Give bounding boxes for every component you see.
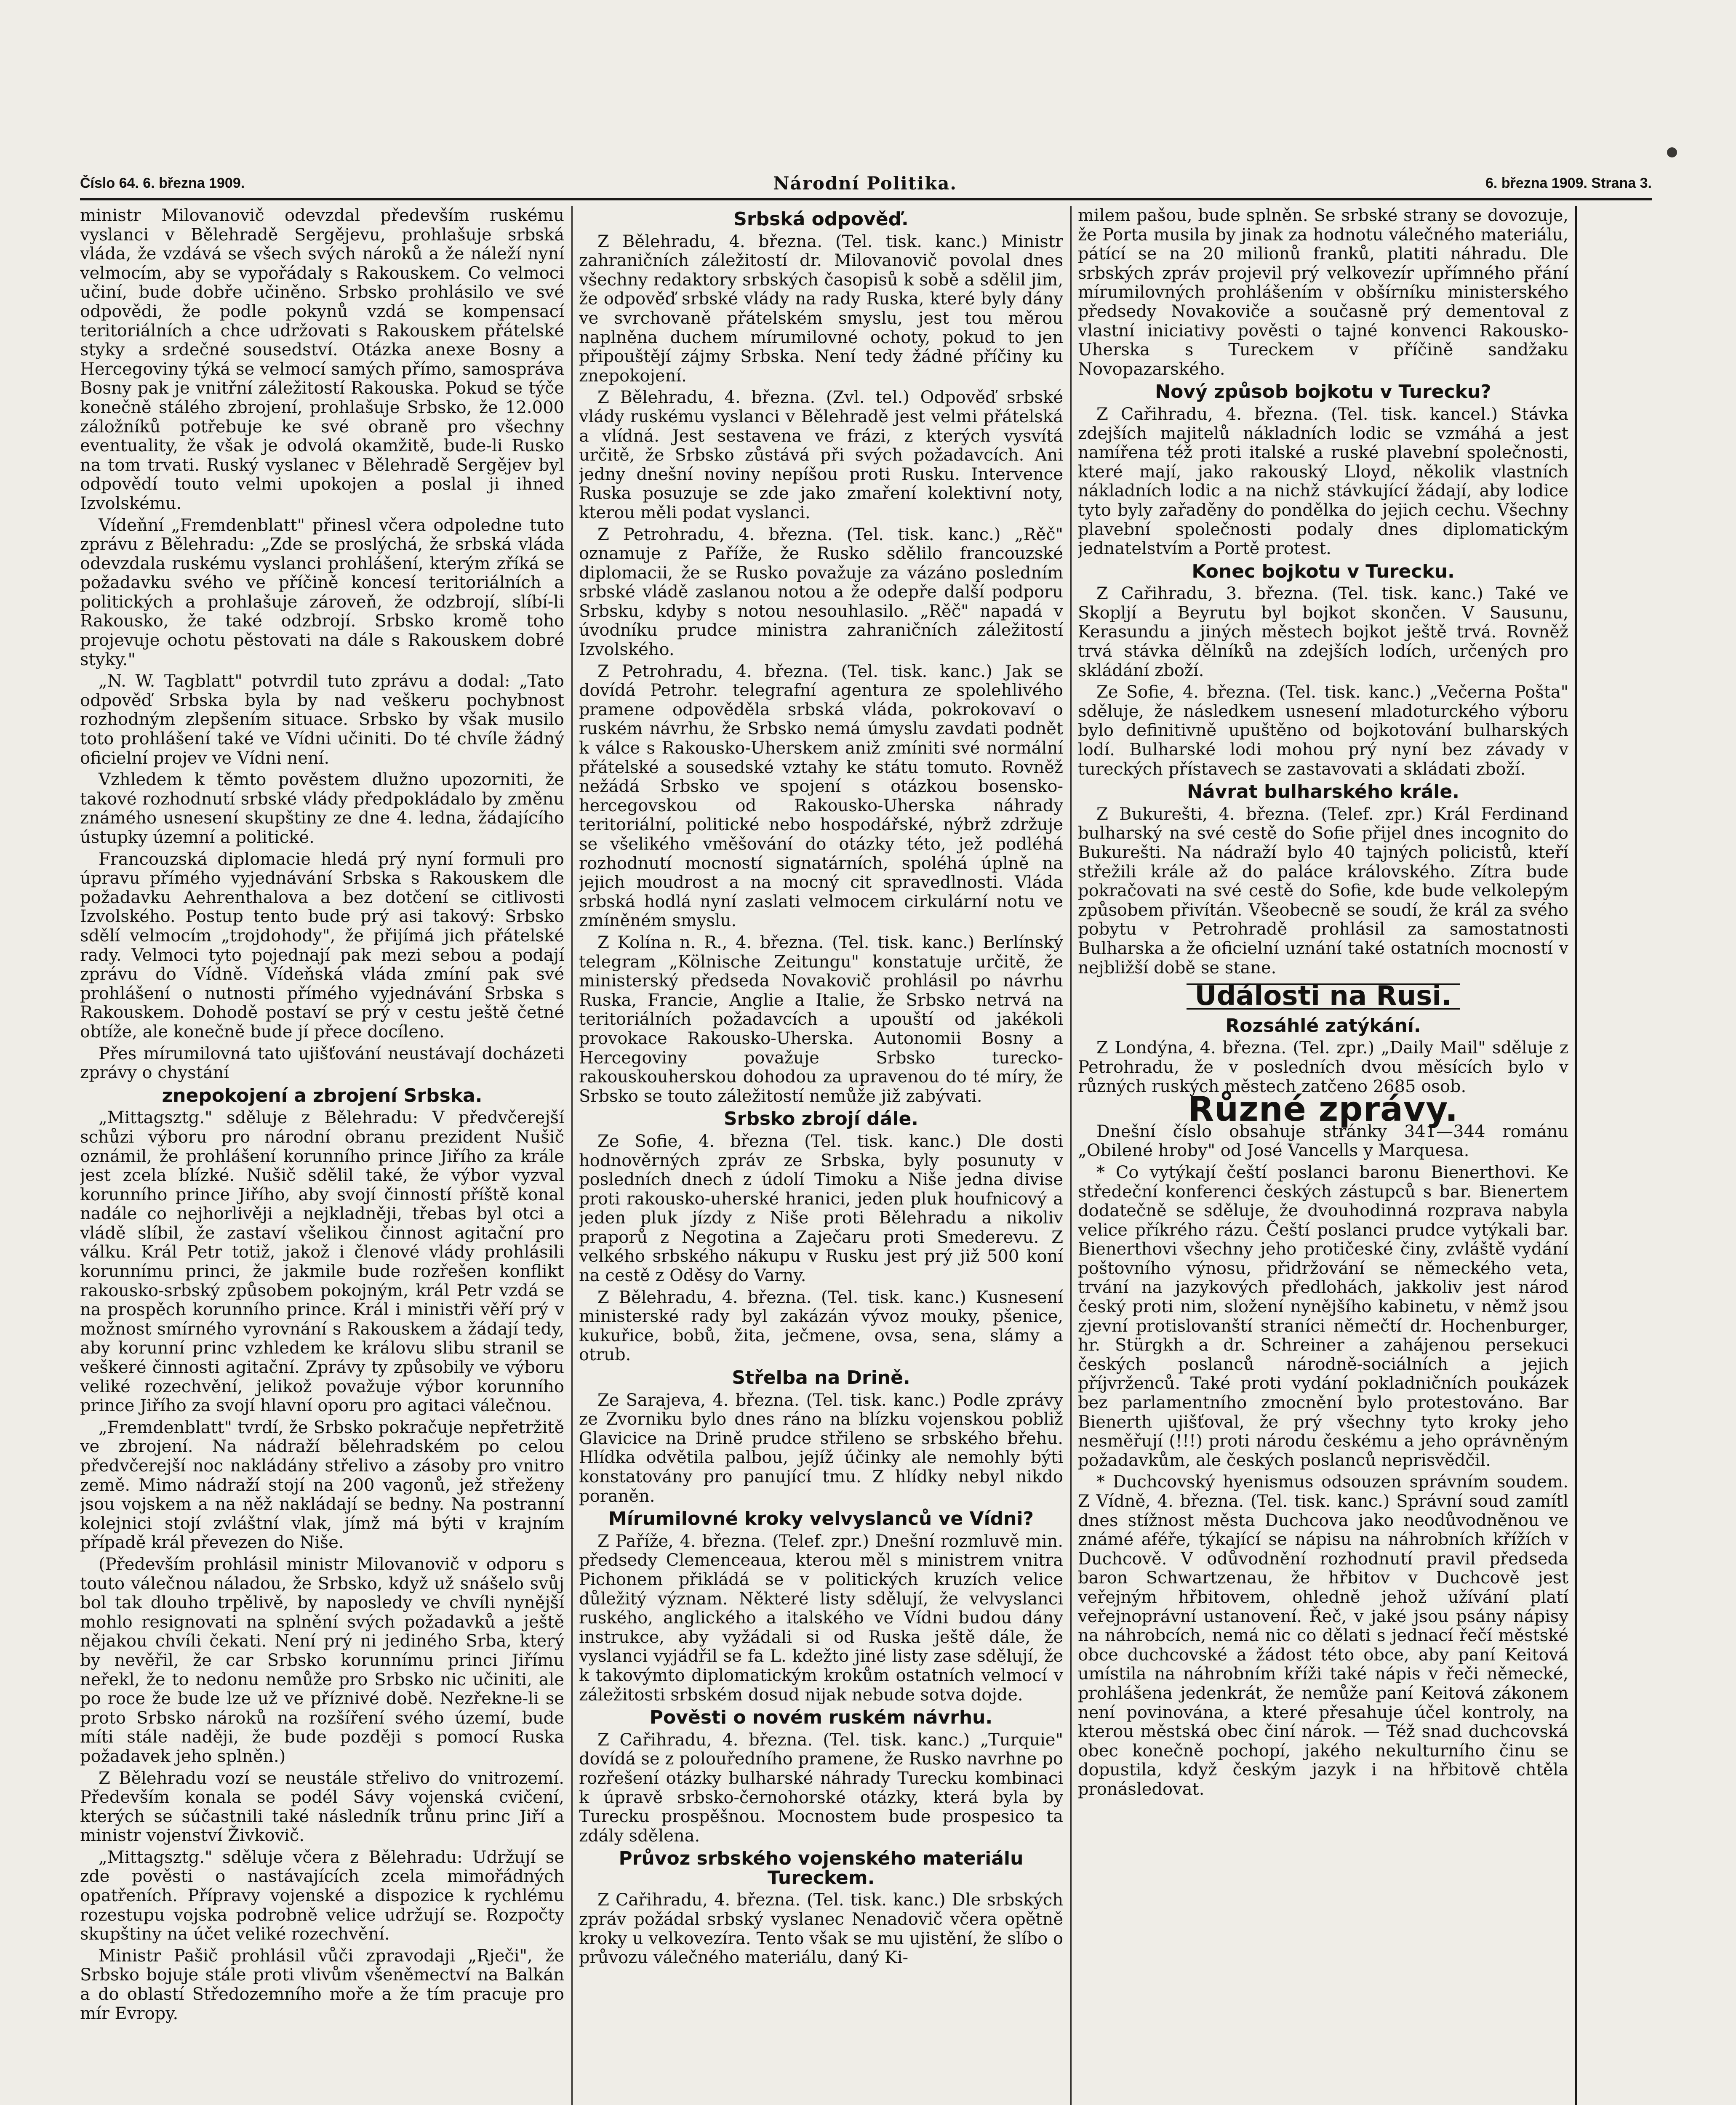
article-paragraph: Z Cařihradu, 4. března. (Tel. tisk. kanc.) Dle srbských zpráv požádal srbský vyslanec Nenadovič včera opětně kroky u velkovezíra. Tento však se mu ujistění, že slíbo o průvozu válečného materiálu, daný Ki- (579, 1890, 1063, 1968)
article-paragraph: Z Kolína n. R., 4. března. (Tel. tisk. kanc.) Berlínský telegram „Kölnische Zeitungu" konstatuje určitě, že ministerský předseda Novakovič prohlásil po návrhu Ruska, Francie, Anglie a Italie, že Srbsko netrvá na teritoriálních požadavcích a upouští od jakékoli provokace Rakousko-Uherska. Autonomii Bosny a Hercegoviny považuje Srbsko turecko-rakouskouherskou dohodou za upravenou do té míry, že Srbsko se touto záležitostí nemůže již zabývati. (579, 933, 1063, 1106)
article-paragraph: Ze Sarajeva, 4. března. (Tel. tisk. kanc.) Podle zprávy ze Zvorniku bylo dnes ráno na blízku vojenskou pobliž Glavicice na Drině prudce střileno se srbského břehu. Hlídka odvětila palbou, jejíž účinky ale nemohly býti konstatovány pro panující tmu. Z hlídky nebyl nikdo poraněn. (579, 1390, 1063, 1506)
masthead: Národní Politika. (773, 173, 957, 194)
article-paragraph: Dnešní číslo obsahuje stránky 341—344 románu „Obilené hroby" od José Vancells y Marquesa. (1078, 1122, 1568, 1161)
section-heading: Srbská odpověď. (733, 208, 909, 230)
article-paragraph: Ministr Pašič prohlásil vůči zpravodaji „Rječi", že Srbsko bojuje stále proti vlivům všeněmectví na Balkán a do oblastí Středozemního moře a že tím pracuje pro mír Evropy. (80, 1946, 564, 2023)
section-heading: Srbsko zbrojí dále. (723, 1108, 919, 1130)
section-subheading: Rozsáhlé zatýkání. (1225, 1015, 1421, 1037)
article-paragraph: Z Bělehradu, 4. března. (Tel. tisk. kanc.) Kusnesení ministerské rady byl zakázán vývoz mouky, pšenice, kukuřice, bobů, žita, ječmene, ovsa, sena, slámy a otrub. (579, 1287, 1063, 1365)
column-divider-2 (1070, 206, 1072, 2105)
article-paragraph: „N. W. Tagblatt" potvrdil tuto zprávu a dodal: „Tato odpověď Srbska byla by nad veškeru pochybnost rozhodným zlepšením situace. Srbsko by však musilo toto prohlášení také ve Vídni učiniti. Do té chvíle žádný oficielní projev ve Vídni není. (80, 671, 564, 768)
article-paragraph: „Fremdenblatt" tvrdí, že Srbsko pokračuje nepřetržitě ve zbrojení. Na nádraží bělehradském po celou předvčerejší noc nakládány střelivo a zásoby pro vnitro země. Mimo nádraží stojí na 200 vagonů, jež střeženy jsou vojskem a na něž nakládají se bedny. Na postranní kolejnici stojí zvláštní vlak, jímž má býti v krajním případě král převezen do Niše. (80, 1418, 564, 1553)
section-heading: Průvoz srbského vojenského materiálu Tureckem. (619, 1848, 1024, 1889)
article-paragraph: Z Cařihradu, 4. března. (Tel. tisk. kanc.) „Turquie" dovídá se z polouředního pramene, že Rusko navrhne po rozřešení otázky bulharské náhrady Turecku kombinaci k úpravě srbsko-černohorské otázky, která byla by Turecku prospěšnou. Mocnostem bude prospesico ta zdály sdělena. (579, 1730, 1063, 1846)
article-paragraph: (Především prohlásil ministr Milovanovič v odporu s touto válečnou náladou, že Srbsko, když už snášelo svůj bol tak dlouho trpělivě, by naposledy ve chvíli nynější mohlo resignovati na splnění svých požadavků a ještě nějakou chvíli čekati. Není prý ni jediného Srba, který by nevěřil, že car Srbsko korunnímu princi Jiřímu neřekl, že to nedonu nemůže pro Srbsko nic učiniti, ale po roce že bude lze už ve příznivé době. Nezřekne-li se proto Srbsko nároků na rozšíření svého území, bude míti stále naději, že bude později s pomocí Ruska požadavek jeho splněn.) (80, 1554, 564, 1766)
section-heading: Události na Rusi. (1187, 983, 1460, 1010)
article-paragraph: Z Bělehradu, 4. března. (Zvl. tel.) Odpověď srbské vlády ruskému vyslanci v Bělehradě jest velmi přátelská a vlídná. Jest sestavena ve frázi, z kterých vysvítá určitě, že Srbsko zůstává při svých požadavcích. Ani jedny dnešní noviny nepíšou proti Rusku. Intervence Ruska posuzuje se zde jako zmaření kolektivní noty, kterou měli podat vyslanci. (579, 388, 1063, 522)
column-3 (1078, 206, 1568, 2105)
article-paragraph: Z Bukurešti, 4. března. (Telef. zpr.) Král Ferdinand bulharský na své cestě do Sofie přijel dnes incognito do Bukurešti. Na nádraží bylo 40 tajných policistů, kteří střežili krále až do paláce královského. Zítra bude pokračovati na své cestě do Sofie, kde bude velkolepým způsobem přivítán. Všeobecně se soudí, že král za svého pobytu v Petrohradě prohlásil za samostatnosti Bulharska a že oficielní uznání také ostatních mocností v nejbližší době se stane. (1078, 804, 1568, 978)
article-paragraph: Vzhledem k těmto pověstem dlužno upozorniti, že takové rozhodnutí srbské vlády předpokládalo by změnu známého usnesení skupštiny ze dne 4. ledna, žádajícího ústupky územní a politické. (80, 770, 564, 847)
column-divider-1 (571, 206, 573, 2105)
section-heading: Mírumilovné kroky velvyslanců ve Vídni? (608, 1508, 1034, 1530)
article-paragraph: Z Bělehradu vozí se neustále střelivo do vnitrozemí. Především konala se podél Sávy vojenská cvičení, kterých se súčastnili také následník trůnu princ Jiří a ministr vojenství Živkovič. (80, 1768, 564, 1846)
article-paragraph: Ze Sofie, 4. března. (Tel. tisk. kanc.) „Večerna Pošta" sděluje, že následkem usnesení mladoturckého výboru bylo definitivně upuštěno od bojkotování bulharských lodí. Bulharské lodi mohou prý nyní bez závady v tureckých přístavech se zastavovati a skládati zboží. (1078, 682, 1568, 779)
section-heading: Střelba na Drině. (732, 1367, 910, 1389)
section-heading: Nový způsob bojkotu v Turecku? (1155, 381, 1491, 403)
article-paragraph: Francouzská diplomacie hledá prý nyní formuli pro úpravu přímého vyjednávání Srbska s Rakouskem dle požadavku Aehrenthalova a bez dotčení se citlivosti Izvolského. Postup tento bude prý asi takový: Srbsko sdělí velmocím „trojdohody", že přijímá jich přátelské rady. Velmoci tyto pojednají pak mezi sebou a podají zprávu do Vídně. Vídeňská vláda zmíní pak své prohlášení o nutnosti přímého vyjednávání Srbska s Rakouskem. Dohodě postaví se prý v cestu ještě četné obtíže, ale konečně bude jí přece docíleno. (80, 849, 564, 1042)
section-heading: znepokojení a zbrojení Srbska. (162, 1084, 483, 1106)
article-paragraph: * Co vytýkají čeští poslanci baronu Bienerthovi. Ke středeční konferenci českých zástupců s bar. Bienertem dodatečně se sděluje, že dvouhodinná rozprava nabyla velice příkrého rázu. Čeští poslanci prudce vytýkali bar. Bienerthovi všechny jeho protičeské činy, zvláště vydání poštovního výnosu, přidržování se německého veta, trvání na jazykových předlohách, jakkoliv jest národ český proti nim, složení nynějšího kabinetu, v němž jsou zjevní protislovanští straníci němečtí dr. Hochenburger, hr. Stürgkh a dr. Schreiner a zahájenou persekuci českých poslanců národně-sociálních a jejich příjvrženců. Také proti vydání pokladničních poukázek bez parlamentního zmocnění bylo protestováno. Bar Bienerth ujišťoval, že prý všechny tyto kroky jeho nesměřují (!!!) proti národu českému a jeho oprávněným požadavkům, ale českých poslanců neprisvědčil. (1078, 1162, 1568, 1470)
article-paragraph: milem pašou, bude splněn. Se srbské strany se dovozuje, že Porta musila by jinak za hodnotu válečného materiálu, pátící se na 20 milionů franků, platiti náhradu. Dle srbských zpráv projevil prý velkovezír upřímného přání mírumilovných prohlášením v obšírníku ministerského předsedy Novakoviče a současně prý dementoval z vlastní iniciativy pověsti o tajné konvenci Rakousko-Uherska s Tureckem v příčině sandžaku Novopazarského. (1078, 206, 1568, 379)
article-paragraph: Vídeňní „Fremdenblatt" přinesl včera odpoledne tuto zprávu z Bělehradu: „Zde se proslýchá, že srbská vláda odevzdala ruskému vyslanci prohlášení, kterým zříká se požadavku svého ve příčině koncesí teritoriálních a politických a prohlašuje zároveň, že odzbrojí, slíbí-li Rakousko, že také odzbrojí. Srbsko kromě toho projevuje ochotu pěstovati na dále s Rakouskem dobré styky." (80, 515, 564, 669)
article-paragraph: „Mittagsztg." sděluje z Bělehradu: V předvčerejší schůzi výboru pro národní obranu prezident Nušič oznámil, že prohlášení korunního prince Jiřího za krále jest zcela blízké. Nušič sdělil také, že výbor vyzval korunního prince Jiřího, aby svojí činností příště konal nadále co nejhorlivěji a nejkladněji, třebas byl otci a vládě slíbil, že zastaví všelikou činnost agitační pro válku. Král Petr totiž, jakož i členové vlády prohlásili korunnímu princi, že jakmile bude rozřešen konflikt rakousko-srbský způsobem pokojným, král Petr vzdá se na prospěch korunního prince. Král i ministři věří prý v možnost smírného vyrovnání s Rakouskem a žádají tedy, aby korunní princ vzhledem ke královu slibu stranil se veškeré činnosti agitační. Zprávy ty způsobily ve výboru veliké rozechvění, jelikož považuje výbor korunního prince Jiřího za svojí hlavní oporu pro agitaci válečnou. (80, 1108, 564, 1416)
header-rule (80, 198, 1652, 200)
article-paragraph: Z Petrohradu, 4. března. (Tel. tisk. kanc.) „Rěč" oznamuje z Paříže, že Rusko sdělilo francouzské diplomacii, že se Rusko považuje za vázáno posledním srbské vládě zaslanou notou a že odepře další podporu Srbsku, kdyby s notou nesouhlasilo. „Rěč" napadá v úvodníku prudce ministra zahraničních záležitostí Izvolského. (579, 525, 1063, 660)
article-paragraph: Z Paříže, 4. března. (Telef. zpr.) Dnešní rozmluvě min. předsedy Clemenceaua, kterou měl s ministrem vnitra Pichonem přikládá se v politických kruzích velice důležitý význam. Některé listy sdělují, že velvyslanci ruského, anglického a italského ve Vídni budou dány instrukce, aby vyžádali si od Ruska ještě dále, že vyslanci vyjádřil se fa L. kdežto jiné listy zase sdělují, že k takovýmto diplomatickým krokům ostatních velmocí v záležitosti srbském dosud nijak nebude sotva dojde. (579, 1531, 1063, 1705)
section-heading: Konec bojkotu v Turecku. (1192, 560, 1455, 582)
section-heading: Pověsti o novém ruském návrhu. (649, 1707, 993, 1729)
section-heading-large: Různé zprávy. (1188, 1090, 1459, 1129)
article-paragraph: Z Cařihradu, 3. března. (Tel. tisk. kanc.) Také ve Skopljí a Beyrutu byl bojkot skončen. V Sausunu, Kerasundu a jiných městech bojkot ještě trvá. Rovněž trvá stávka dělníků na zdejších lodích, určených pro skládání zboží. (1078, 584, 1568, 680)
article-paragraph: * Duchcovský hyenismus odsouzen správním soudem. Z Vídně, 4. března. (Tel. tisk. kanc.) Správní soud zamítl dnes stížnost města Duchcova jako neodůvodněnou ve známé aféře, týkající se nápisu na náhrobních křížích v Duchcově. V odůvodnění rozhodnutí pravil předseda baron Schwartzenau, že hřbitov v Duchcově jest veřejným hřbitovem, ohledně jehož užívání platí veřejnoprávní ustanovení. Řeč, v jaké jsou psány nápisy na náhrobcích, nemá nic co dělati s jednací řečí městské obce duchcovské a žádost této obce, aby paní Keitová umístila na náhrobním kříži také nápis v řeči německé, prohlášena jedenkrát, že nemůže paní Keitová zákonem není povinována, a které přesahuje účel kontroly, na kterou městská obec činí nárok. — Též snad duchcovská obec konečně pochopí, jakého nekulturního činu se dopustila, když českým jazyk i na hřbitově chtěla pronásledovat. (1078, 1472, 1568, 1799)
section-heading: Návrat bulharského krále. (1187, 781, 1459, 803)
page-header (80, 171, 1652, 196)
page-line: 6. března 1909. Strana 3. (1485, 175, 1652, 191)
column-1 (80, 206, 564, 2105)
article-paragraph: Ze Sofie, 4. března (Tel. tisk. kanc.) Dle dosti hodnověrných zpráv ze Srbska, byly posunuty v posledních dnech z údolí Timoku a Niše jedna divise proti rakousko-uherské hranici, jeden pluk houfnicový a jeden pluk jízdy z Niše proti Bělehradu a nikoliv praporů z Negotina a Zaječaru proti Smederevu. Z velkého srbského nákupu v Rusku jest prý již 500 koní na cestě z Oděsy do Varny. (579, 1131, 1063, 1286)
article-paragraph: „Mittagsztg." sděluje včera z Bělehradu: Udržují se zde pověsti o nastávajících zcela mimořádných opatřeních. Přípravy vojenské a dispozice k rychlému rozestupu vojska podrobně velice udržují se. Rozpočty skupštiny na účet veliké rozechvění. (80, 1847, 564, 1944)
issue-line: Číslo 64. 6. března 1909. (80, 175, 245, 191)
page-speck (1667, 147, 1677, 157)
article-paragraph: Z Bělehradu, 4. března. (Tel. tisk. kanc.) Ministr zahraničních záležitostí dr. Milovanovič povolal dnes všechny redaktory srbských časopisů k sobě a sdělil jim, že odpověď srbské vlády na rady Ruska, které byly dány ve svrchovaně přátelském smyslu, jest tou měrou naplněna duchem mírumilovné ochoty, pokud to jen připouštějí zájmy Srbska. Není tedy žádné příčiny ku znepokojení. (579, 232, 1063, 386)
article-paragraph: ministr Milovanovič odevzdal především ruskému vyslanci v Bělehradě Sergějevu, prohlašuje srbská vláda, že vzdává se všech svých nároků a že náleží nyní velmocím, aby se vypořádaly s Rakouskem. Co velmoci učiní, bude dobře učiněno. Srbsko prohlásilo ve své odpovědi, že podle pokynů vzdá se kompensací teritoriálních a chce udržovati s Rakouskem přátelské styky a srdečné sousedství. Otázka anexe Bosny a Hercegoviny týká se velmocí samých přímo, samospráva Bosny pak je vnitřní záležitostí Rakouska. Pokud se týče konečně stálého zbrojení, prohlašuje Srbsko, že 12.000 záložníků potřebuje ke své obraně pro všechny eventuality, že však je odvolá okamžitě, bude-li Rusko na tom trvati. Ruský vyslanec v Bělehradě Sergějev byl odpovědí touto velmi upokojen a poslal ji ihned Izvolskému. (80, 206, 564, 513)
page-edge-rule (1575, 206, 1577, 2105)
article-paragraph: Z Cařihradu, 4. března. (Tel. tisk. kancel.) Stávka zdejších majitelů nákladních lodic se vzmáhá a jest namířena též proti italské a ruské plavební společnosti, které mají, jako rakouský Lloyd, několik vlastních nákladních lodic a na nichž stávkující žádají, aby lodice tyto byly zařaděny do pondělka do jejich cechu. Všechny plavební společnosti podaly dnes diplomatickým jednatelstvím a Portě protest. (1078, 404, 1568, 559)
article-paragraph: Přes mírumilovná tato ujišťování neustávají docházeti zprávy o chystání (80, 1044, 564, 1083)
section-heading-box (1078, 980, 1568, 1013)
article-paragraph: Z Londýna, 4. března. (Tel. zpr.) „Daily Mail" sděluje z Petrohradu, že v posledních dvou měsících bylo v různých ruských městech zatčeno 2685 osob. (1078, 1038, 1568, 1096)
article-paragraph: Z Petrohradu, 4. března. (Tel. tisk. kanc.) Jak se dovídá Petrohr. telegrafní agentura ze spolehlivého pramene odpověděla srbská vláda, pokrokovaví o ruském návrhu, že Srbsko nemá úmyslu zavdati podnět k válce s Rakousko-Uherskem aniž zmíniti své normální přátelské a sousedské vztahy ke státu tomuto. Rovněž nežádá Srbsko ve spojení s otázkou bosensko-hercegovskou od Rakousko-Uherska náhrady teritoriální, politické nebo hospodářské, nýbrž zdržuje se všelikého vměšování do otázky této, jež podléhá rozhodnutí mocností signatárních, spoléhá úplně na jejich moudrost a na mocný cit spravedlnosti. Vláda srbská hodlá nyní zaslati velmocem cirkulární notu ve zmíněném smyslu. (579, 661, 1063, 931)
column-2 (579, 206, 1063, 2105)
